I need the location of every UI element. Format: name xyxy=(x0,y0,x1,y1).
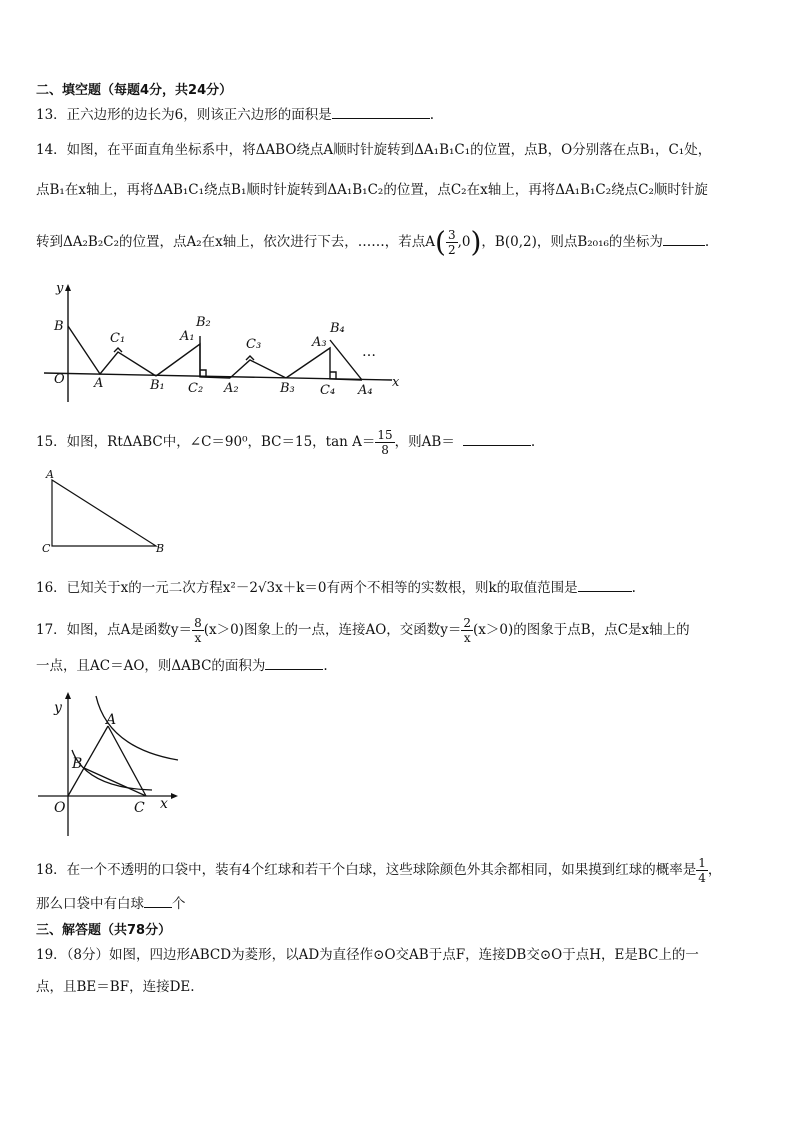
frac-numerator: 1 xyxy=(698,856,706,870)
label-A2: A₂ xyxy=(224,381,239,396)
question-14-line-1: 14．如图，在平面直角坐标系中，将ΔABO绕点A顺时针旋转到ΔA₁B₁C₁的位置，点B，O分别落在点B₁，C₁处， xyxy=(36,142,712,158)
triangle-path-2 xyxy=(156,344,230,378)
label-B: B xyxy=(54,319,64,334)
fraction-8-over-x xyxy=(192,616,204,645)
question-14-text-b: ，B(0,2)，则点B₂₀₁₆的坐标为 xyxy=(481,234,663,250)
question-13 xyxy=(36,104,434,125)
question-15-end: . xyxy=(530,434,536,450)
fraction-three-halves xyxy=(446,228,458,257)
question-13-end: . xyxy=(429,107,435,123)
question-17-end: . xyxy=(323,658,328,674)
label-B: B xyxy=(156,542,165,555)
question-18-text-a: 18．在一个不透明的口袋中，装有4个红球和若干个白球，这些球除颜色外其余都相同，如果摸到红球的概率是 xyxy=(36,862,697,878)
question-17-text-c: (x＞0)的图象于点B，点C是x轴上的 xyxy=(473,622,690,638)
paren-right: ) xyxy=(470,225,482,259)
question-15 xyxy=(36,428,535,457)
segment-bc xyxy=(84,768,146,796)
frac-denominator: 4 xyxy=(698,871,706,885)
label-A: A xyxy=(106,712,117,728)
paren-left: ( xyxy=(435,225,446,259)
triangle-path-4 xyxy=(286,348,362,380)
x-arrow-icon xyxy=(171,793,178,799)
frac-numerator: 3 xyxy=(447,228,456,242)
label-B4: B₄ xyxy=(330,321,345,336)
label-C: C xyxy=(134,800,145,816)
label-B3: B₃ xyxy=(280,381,295,396)
fraction-15-8 xyxy=(375,428,394,457)
label-C2: C₂ xyxy=(188,381,204,396)
label-x: x xyxy=(160,796,168,812)
label-A: A xyxy=(46,468,54,481)
coord-zero: ,0 xyxy=(457,234,471,250)
question-18-line-2-end: 个 xyxy=(172,896,186,912)
label-O: O xyxy=(54,372,65,387)
label-B2: B₂ xyxy=(196,315,211,330)
label-y: y xyxy=(54,700,62,716)
answer-blank-18[interactable] xyxy=(144,893,172,908)
figure-17-function-graph xyxy=(36,690,186,840)
section-header-fill-blank: 二、填空题（每题4分，共24分） xyxy=(36,83,233,98)
frac-denominator: 8 xyxy=(381,443,389,457)
segment-ac xyxy=(108,726,146,796)
question-18-line-2-text: 那么口袋中有白球 xyxy=(36,896,144,912)
answer-blank-13[interactable] xyxy=(332,104,430,119)
label-A3: A₃ xyxy=(312,335,327,350)
question-17-line-2-text: 一点，且AC＝AO，则ΔABC的面积为 xyxy=(36,658,266,674)
triangle-abc xyxy=(52,480,156,546)
question-19-line-1: 19．（8分）如图，四边形ABCD为菱形，以AD为直径作⊙O交AB于点F，连接DB交⊙O于点H，E是BC上的一 xyxy=(36,947,699,963)
answer-blank-16[interactable] xyxy=(578,577,632,592)
question-16-end: . xyxy=(631,580,636,596)
label-B: B xyxy=(72,756,83,772)
answer-blank-14[interactable] xyxy=(663,231,705,246)
question-18-text-b: ， xyxy=(707,862,722,878)
question-15-text-a: 15．如图，RtΔABC中，∠C＝90⁰，BC＝15，tan A＝ xyxy=(36,434,376,450)
label-A4: A₄ xyxy=(358,383,373,398)
question-14-text-a: 转到ΔA₂B₂C₂的位置，点A₂在x轴上，依次进行下去，……，若点A xyxy=(36,234,436,250)
figure-15-right-triangle xyxy=(36,468,176,558)
frac-denominator: x xyxy=(463,631,471,645)
right-angle-c4 xyxy=(330,372,336,379)
question-13-text: 13．正六边形的边长为6，则该正六边形的面积是 xyxy=(36,107,332,123)
y-arrow-icon xyxy=(65,284,71,291)
question-17-line-1 xyxy=(36,616,690,645)
question-17-text-a: 17．如图，点A是函数y＝ xyxy=(36,622,193,638)
label-C4: C₄ xyxy=(320,383,336,398)
frac-denominator: 2 xyxy=(447,243,456,257)
question-17-line-2 xyxy=(36,655,328,676)
question-16 xyxy=(36,577,636,598)
triangle-path-3 xyxy=(230,360,286,378)
segment-b4-a4 xyxy=(330,340,362,380)
frac-numerator: 15 xyxy=(377,428,393,442)
question-14-end: . xyxy=(704,234,710,250)
label-ellipsis: … xyxy=(362,344,376,360)
frac-numerator: 2 xyxy=(463,616,472,630)
question-14-line-3 xyxy=(36,225,710,259)
label-x: x xyxy=(392,375,400,390)
question-18-line-1 xyxy=(36,856,721,885)
label-A: A xyxy=(94,376,104,391)
label-B1: B₁ xyxy=(150,378,165,393)
label-C3: C₃ xyxy=(246,337,262,352)
fraction-2-over-x xyxy=(461,616,473,645)
frac-numerator: 8 xyxy=(194,616,202,630)
label-C: C xyxy=(42,542,51,555)
fraction-one-quarter xyxy=(696,856,708,885)
question-18-line-2 xyxy=(36,893,186,914)
answer-blank-17[interactable] xyxy=(265,655,323,670)
label-O: O xyxy=(54,800,66,816)
curve-y-8-over-x xyxy=(96,696,178,760)
question-14-line-2: 点B₁在x轴上，再将ΔAB₁C₁绕点B₁顺时针旋转到ΔA₁B₁C₂的位置，点C₂在x轴上，再将ΔA₁B₁C₂绕点C₂顺时针旋 xyxy=(36,182,708,198)
answer-blank-15[interactable] xyxy=(463,431,531,446)
figure-14-rotation-diagram xyxy=(40,280,410,410)
question-19-line-2: 点，且BE＝BF，连接DE. xyxy=(36,979,195,995)
y-arrow-icon xyxy=(65,692,71,699)
section-header-solve: 三、解答题（共78分） xyxy=(36,923,172,938)
frac-denominator: x xyxy=(194,631,202,645)
question-17-text-b: (x＞0)图象上的一点，连接AO，交函数y＝ xyxy=(203,622,462,638)
label-A1: A₁ xyxy=(180,329,195,344)
question-16-text: 16．已知关于x的一元二次方程x²－2√3x＋k＝0有两个不相等的实数根，则k的取值范围是 xyxy=(36,580,578,596)
question-15-text-b: ，则AB＝ xyxy=(394,434,455,450)
label-C1: C₁ xyxy=(110,331,126,346)
label-y: y xyxy=(56,281,64,296)
